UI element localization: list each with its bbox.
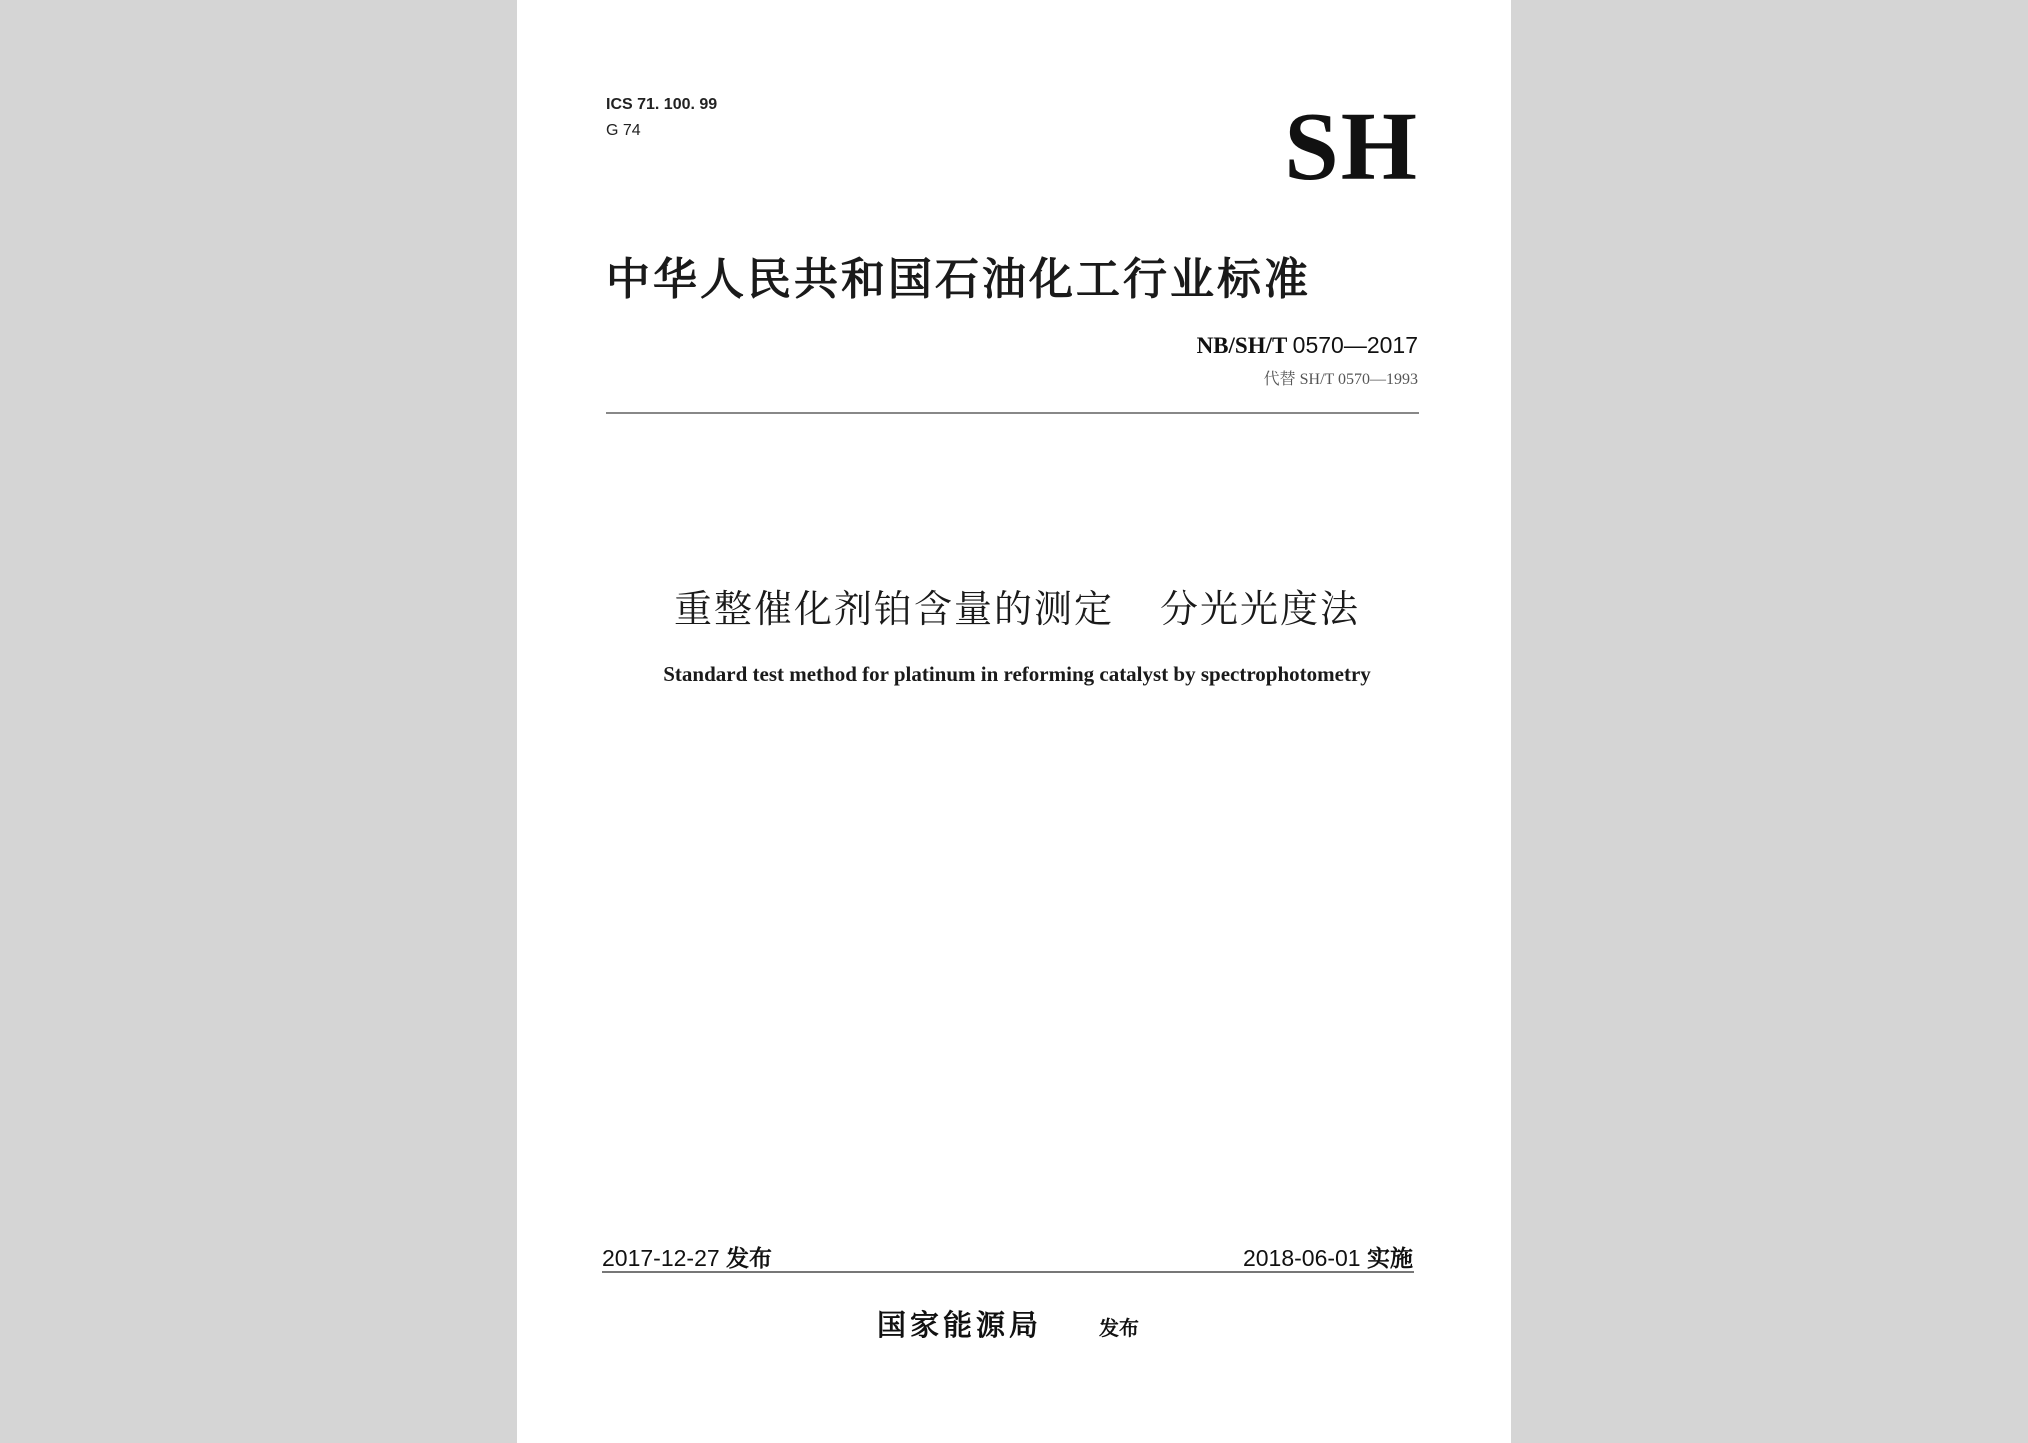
standard-name: 中华人民共和国石油化工行业标准 xyxy=(606,254,1311,305)
title-chinese xyxy=(617,578,1417,633)
standard-code-prefix: NB/SH/T xyxy=(1196,333,1287,358)
title-english: Standard test method for platinum in reforming catalyst by spectrophotometry xyxy=(663,662,1371,686)
document-page xyxy=(517,0,1511,1443)
implementation-date-label: 实施 xyxy=(1367,1246,1413,1272)
replaces-standard: 代替 SH/T 0570—1993 xyxy=(1263,371,1418,388)
header-divider xyxy=(606,412,1419,414)
footer-divider xyxy=(602,1271,1414,1273)
standard-code-number: 0570—2017 xyxy=(1292,332,1418,358)
issue-date xyxy=(602,1240,772,1273)
issue-date-label: 发布 xyxy=(726,1246,773,1272)
title-chinese-method: 分光光度法 xyxy=(1160,587,1361,631)
standard-code xyxy=(1197,332,1418,359)
issue-date-value: 2017-12-27 xyxy=(602,1245,720,1271)
implementation-date-value: 2018-06-01 xyxy=(1242,1245,1361,1271)
publisher-label: 发布 xyxy=(1099,1316,1139,1340)
ccs-code: G 74 xyxy=(606,122,641,139)
implementation-date xyxy=(1243,1240,1413,1273)
ics-code: ICS 71. 100. 99 xyxy=(606,96,718,113)
sh-logo: SH xyxy=(1284,93,1419,201)
publisher-name: 国家能源局 xyxy=(877,1308,1043,1342)
title-chinese-main: 重整催化剂铂含量的测定 xyxy=(673,587,1114,631)
